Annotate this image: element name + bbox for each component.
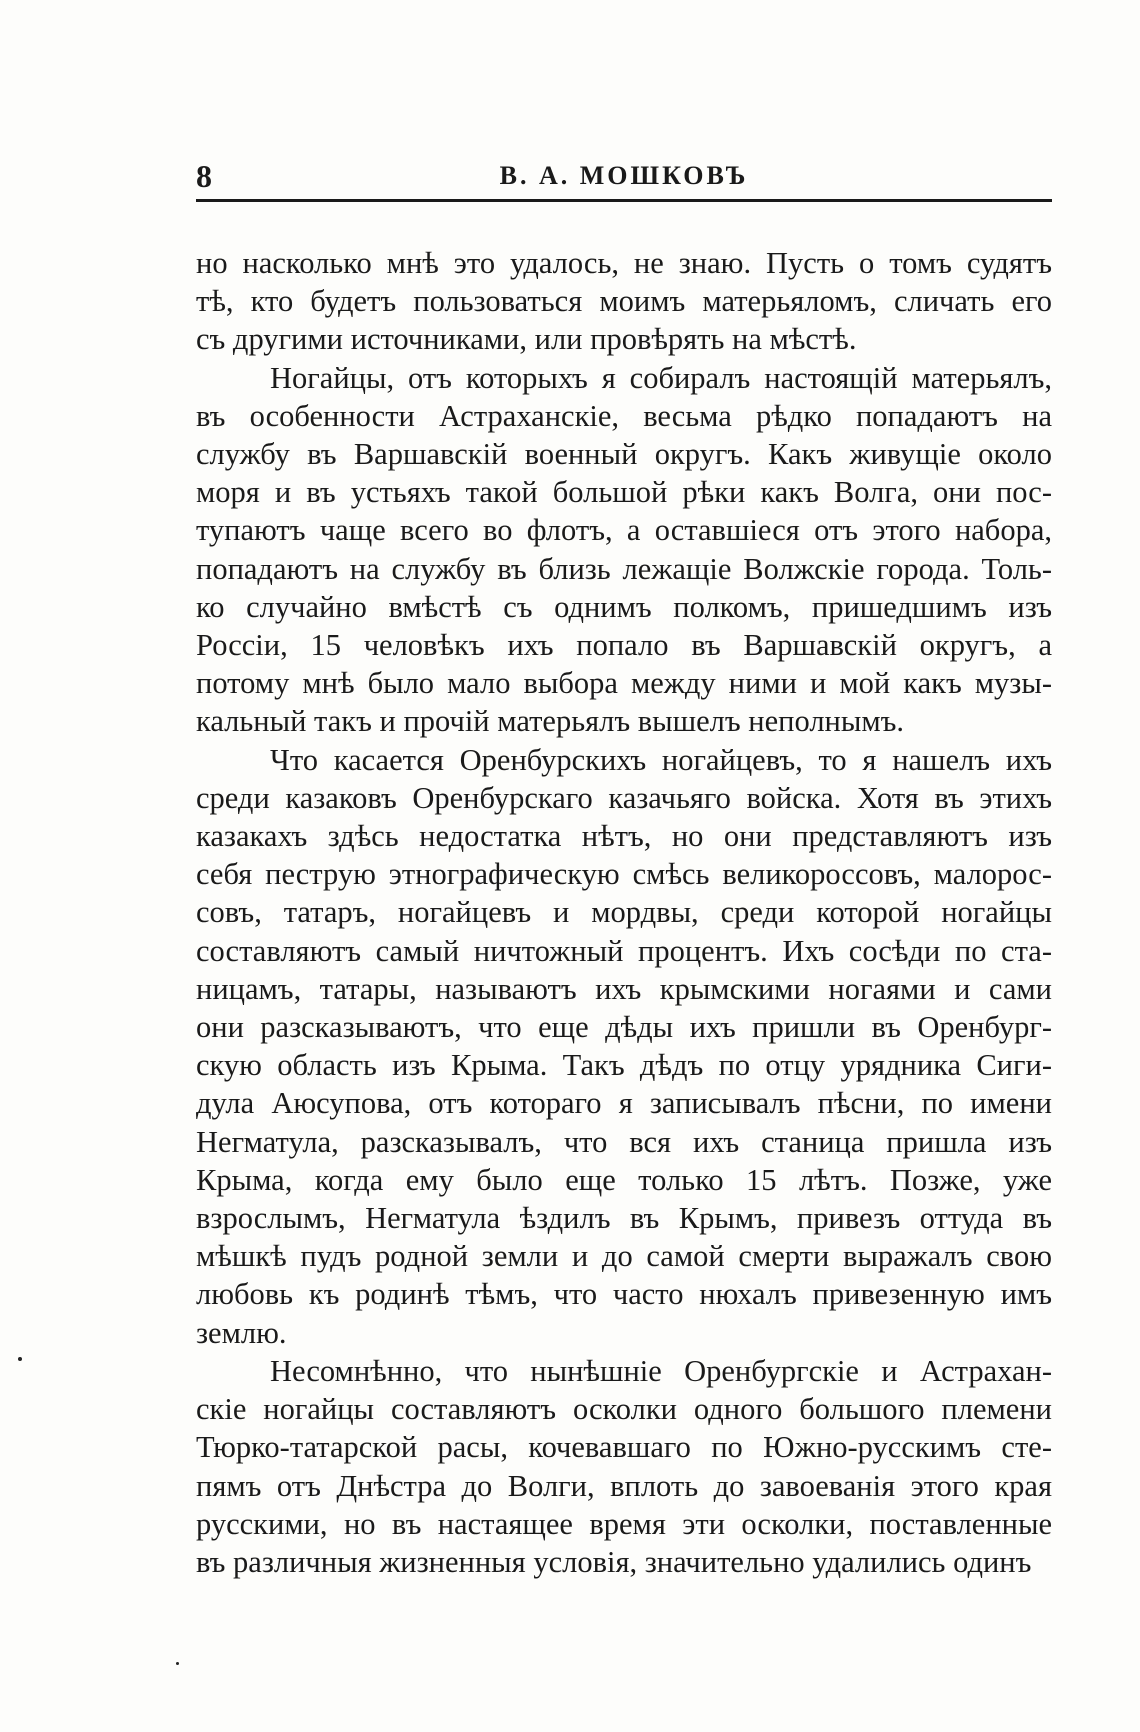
text-line: мѣшкѣ пудъ родной земли и до самой смерти выражалъ свою — [196, 1239, 1052, 1274]
paragraph — [196, 741, 1052, 1352]
text-line: ницамъ, татары, называютъ ихъ крымскими ногаями и сами — [196, 971, 1052, 1006]
text-line: тупаютъ чаще всего во флотъ, а оставшіеся отъ этого набора, — [196, 513, 1052, 548]
text-line: скіе ногайцы составляютъ осколки одного большого племени — [196, 1392, 1052, 1427]
text-line: Негматула, разсказывалъ, что вся ихъ станица пришла изъ — [196, 1124, 1052, 1159]
paragraph — [196, 359, 1052, 741]
text-line: они разсказываютъ, что еще дѣды ихъ пришли въ Оренбург- — [196, 1010, 1052, 1045]
text-line: дула Аюсупова, отъ котораго я записывалъ пѣсни, по имени — [196, 1086, 1052, 1121]
text-line: Ногайцы, отъ которыхъ я собиралъ настоящій матерьялъ, — [270, 360, 1052, 395]
paragraph — [196, 1352, 1052, 1581]
text-line: въ различныя жизненныя условія, значительно удалились одинъ — [196, 1544, 1032, 1579]
text-line: взрослымъ, Негматула ѣздилъ въ Крымъ, привезъ оттуда въ — [196, 1201, 1052, 1236]
body-text — [196, 244, 1052, 1581]
print-speck — [176, 1662, 179, 1665]
running-title: В. А. МОШКОВЪ — [499, 161, 749, 190]
text-line: казакахъ здѣсь недостатка нѣтъ, но они представляютъ изъ — [196, 819, 1052, 854]
text-line: съ другими источниками, или провѣрять на мѣстѣ. — [196, 322, 857, 357]
text-line: Крыма, когда ему было еще только 15 лѣтъ. Позже, уже — [196, 1162, 1052, 1197]
text-line: пямъ отъ Днѣстра до Волги, вплоть до завоеванія этого края — [196, 1468, 1052, 1503]
text-line: Несомнѣнно, что нынѣшніе Оренбургскіе и Астрахан- — [270, 1353, 1052, 1388]
text-line: Россіи, 15 человѣкъ ихъ попало въ Варшавскій округъ, а — [196, 628, 1052, 663]
text-line: русскими, но въ настаящее время эти осколки, поставленные — [196, 1506, 1052, 1541]
text-line: кальный такъ и прочій матерьялъ вышелъ неполнымъ. — [196, 704, 905, 739]
text-line: себя пеструю этнографическую смѣсь великороссовъ, малорос- — [196, 857, 1052, 892]
text-line: ко случайно вмѣстѣ съ однимъ полкомъ, пришедшимъ изъ — [196, 589, 1052, 624]
page-header — [196, 156, 1052, 196]
text-line: попадаютъ на службу въ близь лежащіе Волжскіе города. Толь- — [196, 551, 1052, 586]
text-line: тѣ, кто будетъ пользоваться моимъ матерьяломъ, сличать его — [196, 284, 1052, 319]
text-line: службу въ Варшавскій военный округъ. Какъ живущіе около — [196, 437, 1052, 472]
text-line: землю. — [196, 1315, 287, 1350]
header-rule — [196, 199, 1052, 202]
text-line: въ особенности Астраханскіе, весьма рѣдко попадаютъ на — [196, 398, 1052, 433]
text-line: любовь къ родинѣ тѣмъ, что часто нюхалъ привезенную имъ — [196, 1277, 1052, 1312]
text-line: но насколько мнѣ это удалось, не знаю. Пусть о томъ судятъ — [196, 246, 1052, 280]
text-line: совъ, татаръ, ногайцевъ и мордвы, среди которой ногайцы — [196, 895, 1052, 930]
text-line: среди казаковъ Оренбурскаго казачьяго войска. Хотя въ этихъ — [196, 780, 1052, 815]
text-line: составляютъ самый ничтожный процентъ. Ихъ сосѣди по ста- — [196, 933, 1052, 968]
text-line: Что касается Оренбурскихъ ногайцевъ, то я нашелъ ихъ — [270, 742, 1052, 777]
text-line: потому мнѣ было мало выбора между ними и мой какъ музы- — [196, 666, 1052, 701]
paragraph — [196, 244, 1052, 359]
text-line: моря и въ устьяхъ такой большой рѣки какъ Волга, они пос- — [196, 475, 1052, 510]
text-line: Тюрко-татарской расы, кочевавшаго по Южно-русскимъ сте- — [196, 1430, 1052, 1465]
print-speck — [18, 1357, 22, 1361]
text-line: скую область изъ Крыма. Такъ дѣдъ по отцу урядника Сиги- — [196, 1048, 1052, 1083]
page-number: 8 — [196, 158, 212, 194]
